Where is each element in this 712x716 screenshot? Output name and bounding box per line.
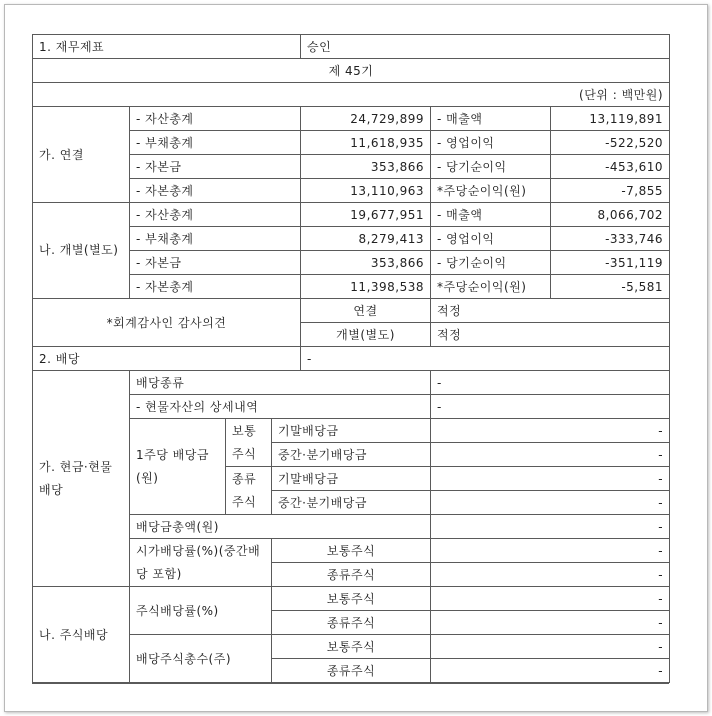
audit-label: *회계감사인 감사의견 [33, 299, 301, 347]
section2-label: 2. 배당 [33, 347, 301, 371]
stock-dividend-rate-label: 주식배당률(%) [130, 587, 272, 635]
consolidated-label: 가. 연결 [33, 107, 130, 203]
separate-item: - 자산총계 [130, 203, 301, 227]
separate-value2: -351,119 [551, 251, 670, 275]
unit-label: (단위 : 백만원) [33, 83, 670, 107]
separate-value: 11,398,538 [301, 275, 431, 299]
consolidated-item2: - 영업이익 [431, 131, 551, 155]
dividend-total-value: - [431, 515, 670, 539]
section2-value: - [301, 347, 670, 371]
period-label: 제 45기 [33, 59, 670, 83]
disclosure-table [32, 34, 670, 683]
inkind-label: - 현물자산의 상세내역 [130, 395, 431, 419]
consolidated-item: - 자산총계 [130, 107, 301, 131]
separate-item2: - 당기순이익 [431, 251, 551, 275]
consolidated-item: - 부채총계 [130, 131, 301, 155]
consolidated-item: - 자본총계 [130, 179, 301, 203]
consolidated-value: 353,866 [301, 155, 431, 179]
section1-status: 승인 [301, 35, 670, 59]
stock-dividend-row [33, 587, 670, 611]
yield-preferred-value: - [431, 563, 670, 587]
consolidated-value: 13,110,963 [301, 179, 431, 203]
preferred-year-end-value: - [431, 467, 670, 491]
year-end-dividend-label: 기말배당금 [272, 467, 431, 491]
audit-opinion: 적정 [431, 323, 670, 347]
dividend-total-label: 배당금총액(원) [130, 515, 431, 539]
dividend-type-label: 배당종류 [130, 371, 431, 395]
rate-preferred-label: 종류주식 [272, 611, 431, 635]
yield-label: 시가배당률(%)(중간배당 포함) [130, 539, 272, 587]
separate-value2: -5,581 [551, 275, 670, 299]
section1-label: 1. 재무제표 [33, 35, 301, 59]
yield-common-value: - [431, 539, 670, 563]
inkind-value: - [431, 395, 670, 419]
year-end-dividend-label: 기말배당금 [272, 419, 431, 443]
consolidated-item2: *주당순이익(원) [431, 179, 551, 203]
consolidated-value2: -453,610 [551, 155, 670, 179]
dividend-type-row [33, 371, 670, 395]
preferred-interim-value: - [431, 491, 670, 515]
period-row [33, 59, 670, 83]
consolidated-value: 11,618,935 [301, 131, 431, 155]
stock-dividend-total-label: 배당주식총수(주) [130, 635, 272, 683]
separate-value: 353,866 [301, 251, 431, 275]
total-common-label: 보통주식 [272, 635, 431, 659]
separate-value2: -333,746 [551, 227, 670, 251]
section2-row [33, 347, 670, 371]
table-bottom-rule [32, 683, 669, 686]
consolidated-value2: 13,119,891 [551, 107, 670, 131]
audit-opinion: 적정 [431, 299, 670, 323]
preferred-stock-label: 종류주식 [226, 467, 272, 515]
consolidated-value2: -522,520 [551, 131, 670, 155]
separate-item: - 자본총계 [130, 275, 301, 299]
total-preferred-label: 종류주식 [272, 659, 431, 683]
separate-item2: - 영업이익 [431, 227, 551, 251]
separate-value: 8,279,413 [301, 227, 431, 251]
audit-type: 개별(별도) [301, 323, 431, 347]
rate-common-label: 보통주식 [272, 587, 431, 611]
yield-common-label: 보통주식 [272, 539, 431, 563]
interim-dividend-label: 중간·분기배당금 [272, 443, 431, 467]
yield-preferred-label: 종류주식 [272, 563, 431, 587]
audit-type: 연결 [301, 299, 431, 323]
total-common-value: - [431, 635, 670, 659]
audit-row [33, 299, 670, 323]
consolidated-row [33, 107, 670, 131]
total-preferred-value: - [431, 659, 670, 683]
rate-preferred-value: - [431, 611, 670, 635]
section1-row [33, 35, 670, 59]
separate-item2: - 매출액 [431, 203, 551, 227]
separate-item: - 부채총계 [130, 227, 301, 251]
interim-dividend-label: 중간·분기배당금 [272, 491, 431, 515]
consolidated-item2: - 당기순이익 [431, 155, 551, 179]
cash-dividend-label: 가. 현금·현물배당 [33, 371, 130, 587]
consolidated-item2: - 매출액 [431, 107, 551, 131]
common-interim-value: - [431, 443, 670, 467]
stock-dividend-label: 나. 주식배당 [33, 587, 130, 683]
consolidated-item: - 자본금 [130, 155, 301, 179]
dividend-type-value: - [431, 371, 670, 395]
separate-value2: 8,066,702 [551, 203, 670, 227]
separate-item: - 자본금 [130, 251, 301, 275]
common-stock-label: 보통주식 [226, 419, 272, 467]
unit-row [33, 83, 670, 107]
common-year-end-value: - [431, 419, 670, 443]
separate-item2: *주당순이익(원) [431, 275, 551, 299]
separate-row [33, 203, 670, 227]
separate-value: 19,677,951 [301, 203, 431, 227]
consolidated-value2: -7,855 [551, 179, 670, 203]
separate-label: 나. 개별(별도) [33, 203, 130, 299]
per-share-label: 1주당 배당금(원) [130, 419, 226, 515]
rate-common-value: - [431, 587, 670, 611]
consolidated-value: 24,729,899 [301, 107, 431, 131]
